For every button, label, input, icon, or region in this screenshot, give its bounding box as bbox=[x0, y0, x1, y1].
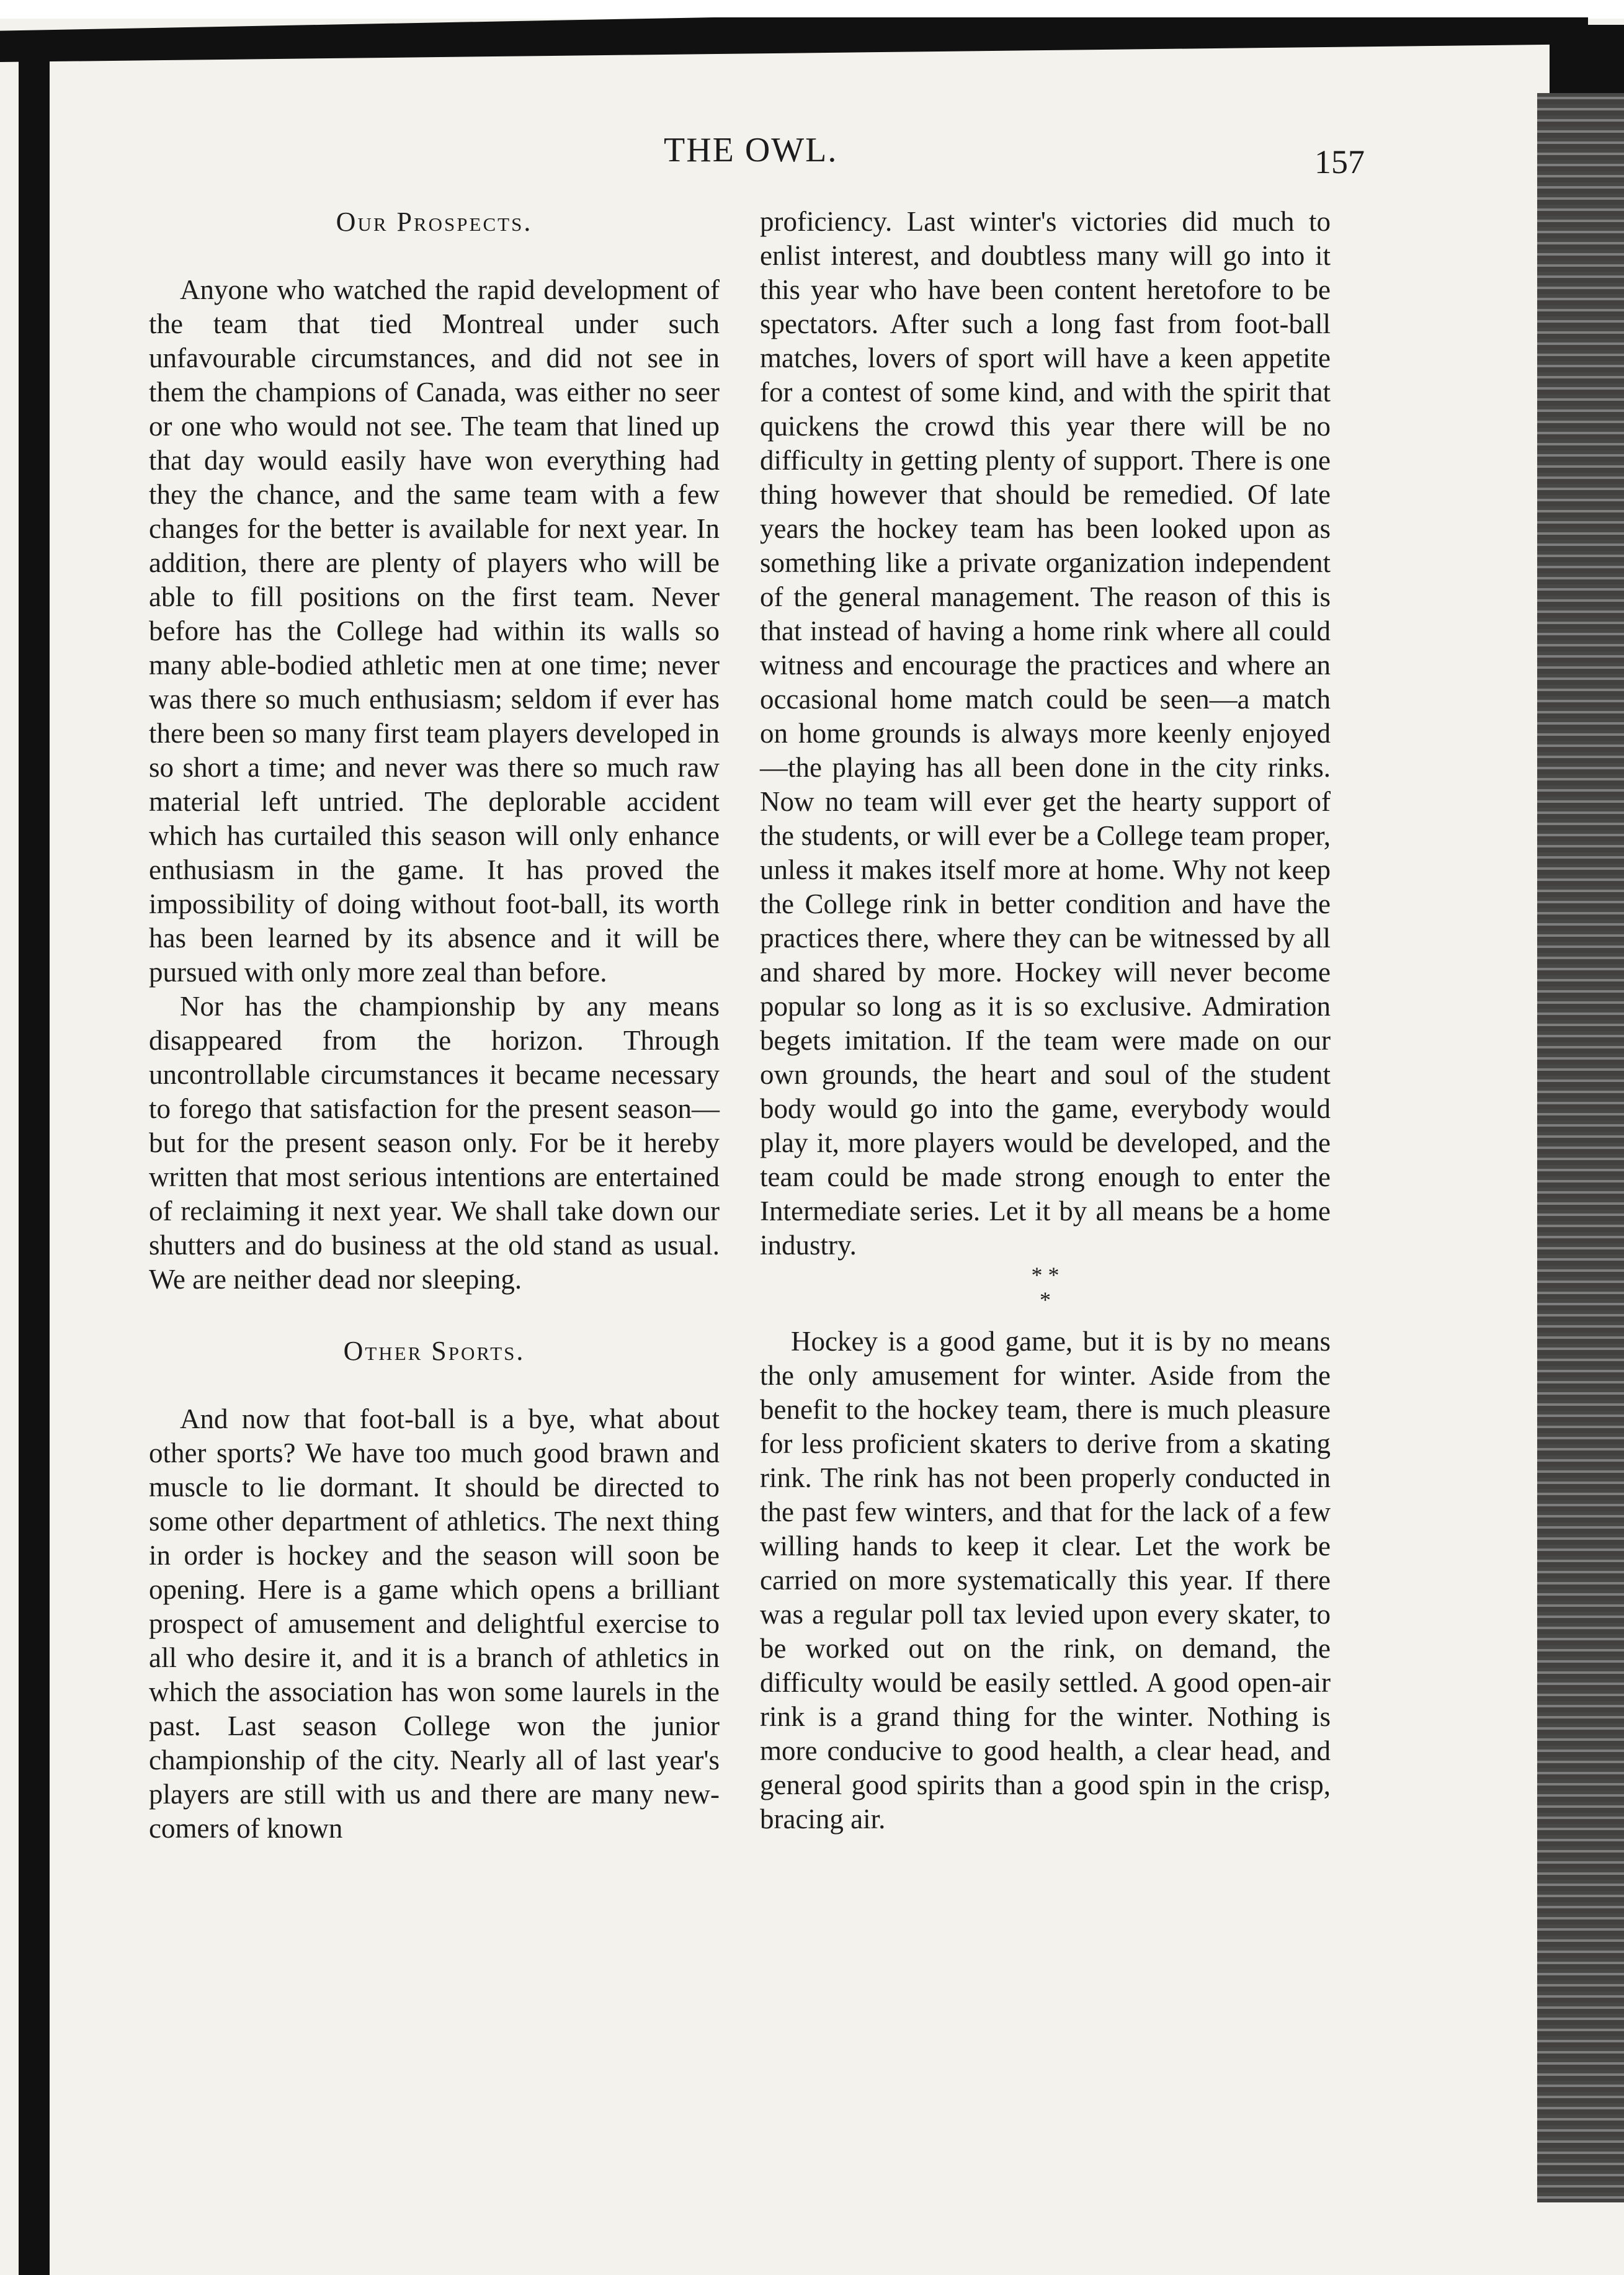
page-number: 157 bbox=[1314, 143, 1365, 181]
running-head: THE OWL. bbox=[664, 131, 838, 169]
section-title-other-sports: Other Sports. bbox=[343, 1336, 525, 1366]
asterism-divider: * * * bbox=[1031, 1263, 1060, 1312]
right-column bbox=[760, 205, 1331, 1836]
left-column bbox=[149, 205, 720, 1846]
paragraph: proficiency. Last winter's victories did much to enlist interest, and doubtless many will go into it this year who have been content heretofore to be spectators. After such a long fast from foot-ball matches, lovers of sport will have a keen appetite for a contest of some kind, and with the spirit that quickens the crowd this year there will be no difficulty in getting plenty of support. There is one thing however that should be remedied. Of late years the hockey team has been looked upon as something like a private organization independent of the general management. The reason of this is that instead of having a home rink where all could witness and encourage the practices and where an occasional home match could be seen—a match on home grounds is always more keenly enjoyed—the playing has all been done in the city rinks. Now no team will ever get the hearty support of the students, or will ever be a College team proper, unless it makes itself more at home. Why not keep the College rink in better condition and have the practices there, where they can be witnessed by all and shared by more. Hockey will never become popular so long as it is so exclusive. Admiration begets imitation. If the team were made on our own grounds, the heart and soul of the student body would go into the game, everybody would play it, more players would be developed, and the team could be made strong enough to enter the Intermediate series. Let it by all means be a home industry. bbox=[760, 206, 1331, 1261]
paragraph: And now that foot-ball is a bye, what about other sports? We have too much good brawn and muscle to lie dormant. It should be directed to some other department of athletics. The next thing in order is hockey and the season will soon be opening. Here is a game which opens a brilliant prospect of amusement and delightful exercise to all who desire it, and it is a branch of athletics in which the association has won some laurels in the past. Last season College won the junior championship of the city. Nearly all of last year's players are still with us and there are many new-comers of known bbox=[149, 1403, 720, 1844]
paragraph: Hockey is a good game, but it is by no means the only amusement for winter. Aside from the benefit to the hockey team, there is much pleasure for less proficient skaters to derive from a skating rink. The rink has not been properly conducted in the past few winters, and that for the lack of a few willing hands to keep it clear. Let the work be carried on more systematically this year. If there was a regular poll tax levied upon every skater, to be worked out on the rink, on demand, the difficulty would be easily settled. A good open-air rink is a grand thing for the winter. Nothing is more conducive to good health, a clear head, and general good spirits than a good spin in the crisp, bracing air. bbox=[760, 1326, 1331, 1835]
scan-corner-mark bbox=[1550, 25, 1624, 93]
scan-left-border bbox=[19, 56, 50, 2275]
section-title-our-prospects: Our Prospects. bbox=[336, 207, 533, 237]
page-header bbox=[149, 130, 1390, 186]
paragraph: Anyone who watched the rapid development of the team that tied Montreal under such unfavourable circumstances, and did not see in them the champions of Canada, was either no seer or one who would not see. The team that lined up that day would easily have won everything had they the chance, and the same team with a few changes for the better is available for next year. In addition, there are plenty of players who will be able to fill positions on the first team. Never before has the College had within its walls so many able-bodied athletic men at one time; never was there so much enthusiasm; seldom if ever has there been so many first team players developed in so short a time; and never was there so much raw material left untried. The deplorable accident which has curtailed this season will only enhance enthusiasm in the game. It has proved the impossibility of doing without foot-ball, its worth has been learned by its absence and it will be pursued with only more zeal than before. bbox=[149, 274, 720, 988]
paragraph: Nor has the championship by any means disappeared from the horizon. Through uncontrollable circumstances it became necessary to forego that satisfaction for the present season—but for the present season only. For be it hereby written that most serious intentions are entertained of reclaiming it next year. We shall take down our shutters and do business at the old stand as usual. We are neither dead nor sleeping. bbox=[149, 991, 720, 1295]
scan-right-edge bbox=[1537, 93, 1624, 2202]
